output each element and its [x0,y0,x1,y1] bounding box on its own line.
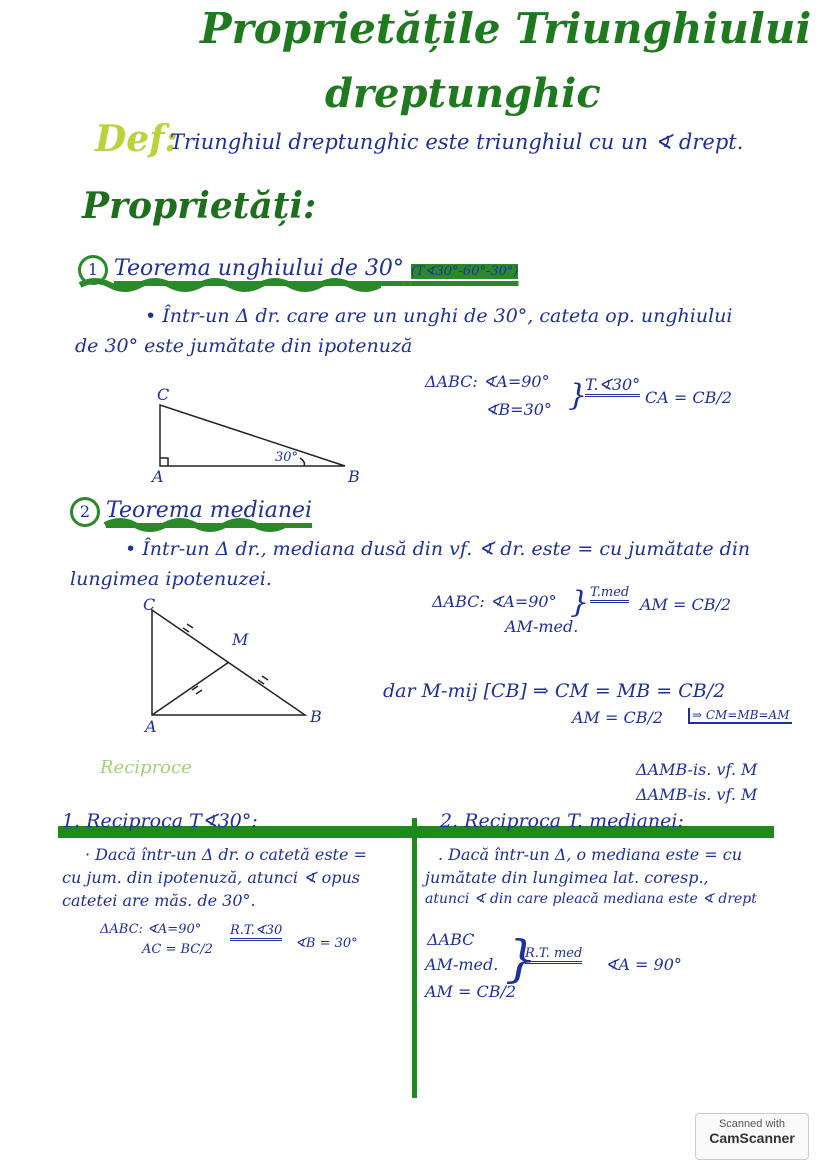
reciproc2-formula-2: AM-med. [425,955,499,974]
label-a: A [152,467,164,486]
theorem1-result: CA = CB/2 [645,388,732,407]
reciproc2-result: ∢A = 90° [605,955,682,974]
dar-line-1: dar M-mij [CB] ⇒ CM = MB = CB/2 [383,680,726,702]
isosceles-2: ΔAMB-is. vf. M [636,785,758,804]
reciproc2-text-1: . Dacă într-un Δ, o mediana este = cu [438,845,743,864]
reciproc1-text-1: · Dacă într-un Δ dr. o catetă este = [85,845,367,864]
reciproc2-formula-1: ΔABC [427,930,475,949]
title-line2: dreptunghic [325,70,601,117]
theorem2-text-2: lungimea ipotenuzei. [70,568,272,590]
theorem1-text-2: de 30° este jumătate din ipotenuză [75,335,413,357]
dar-line-2: AM = CB/2 [572,708,664,727]
label-b: B [348,467,360,486]
label-a: A [145,717,157,736]
theorem2-title: Teorema medianei [106,498,313,523]
theorem2-heading [70,497,312,527]
isosceles-1: ΔAMB-is. vf. M [636,760,758,779]
reciproc1-text-3: catetei are măs. de 30°. [62,891,256,910]
reciproc2-text-2: jumătate din lungimea lat. coresp., [425,868,709,887]
conclusion: ⇒ CM=MB=AM [688,708,792,724]
reciproc1-result: ∢B = 30° [295,936,358,951]
watermark-line2: CamScanner [709,1130,795,1146]
def-label: Def: [95,118,178,160]
theorem2-formula-1: ΔABC: ∢A=90° [432,592,557,611]
brace: } [568,378,588,413]
label-c: C [143,595,156,614]
watermark-line1: Scanned with [718,1118,786,1130]
camscanner-watermark [695,1113,809,1160]
theorem1-number: 1 [78,255,108,285]
reciproc2-text-3: atunci ∢ din care pleacă mediana este ∢ drept [425,891,757,907]
definition-text: Triunghiul dreptunghic este triunghiul cu un ∢ drept. [170,130,744,154]
theorem2-result: AM = CB/2 [640,595,732,614]
theorem1-arrow-label: T.∢30° [585,375,640,397]
label-c: C [157,385,170,404]
theorem1-formula-1: ΔABC: ∢A=90° [425,372,550,391]
theorem2-arrow-label: T.med [590,585,629,603]
reciproc1-formula-2: AC = BC/2 [142,942,213,957]
reciproc1-arrow-label: R.T.∢30 [230,923,282,941]
label-m: M [232,630,249,649]
brace: } [505,930,537,988]
reciproc1-formula-1: ΔABC: ∢A=90° [100,922,202,937]
theorem1-text-1: • Într-un Δ dr. care are un unghi de 30°, cateta op. unghiului [145,305,733,327]
reciproc1-text-2: cu jum. din ipotenuză, atunci ∢ opus [62,868,360,887]
theorem2-text-1: • Într-un Δ dr., mediana dusă din vf. ∢ dr. este = cu jumătate din [125,538,751,560]
title-line1: Proprietățile Triunghiului [200,4,812,53]
theorem2-number: 2 [70,497,100,527]
reciproc2-arrow-label: R.T. med [525,946,582,964]
divider-vertical [412,818,417,1098]
theorem1-tag: (T∢30°-60°-30°) [410,264,519,279]
reciproce-label: Reciproce [100,757,192,778]
brace: } [570,585,590,620]
theorem1-formula-2: ∢B=30° [485,400,552,419]
reciproc2-title: 2. Reciproca T. medianei: [440,810,684,832]
reciproc2-formula-3: AM = CB/2 [425,982,517,1001]
properties-heading: Proprietăți: [82,185,317,227]
reciproc1-title: 1. Reciproca T∢30°: [62,810,258,832]
theorem1-title: Teorema unghiului de 30° [114,256,404,281]
theorem2-formula-2: AM-med. [505,617,579,636]
angle-label: 30° [275,450,299,465]
label-b: B [310,707,322,726]
